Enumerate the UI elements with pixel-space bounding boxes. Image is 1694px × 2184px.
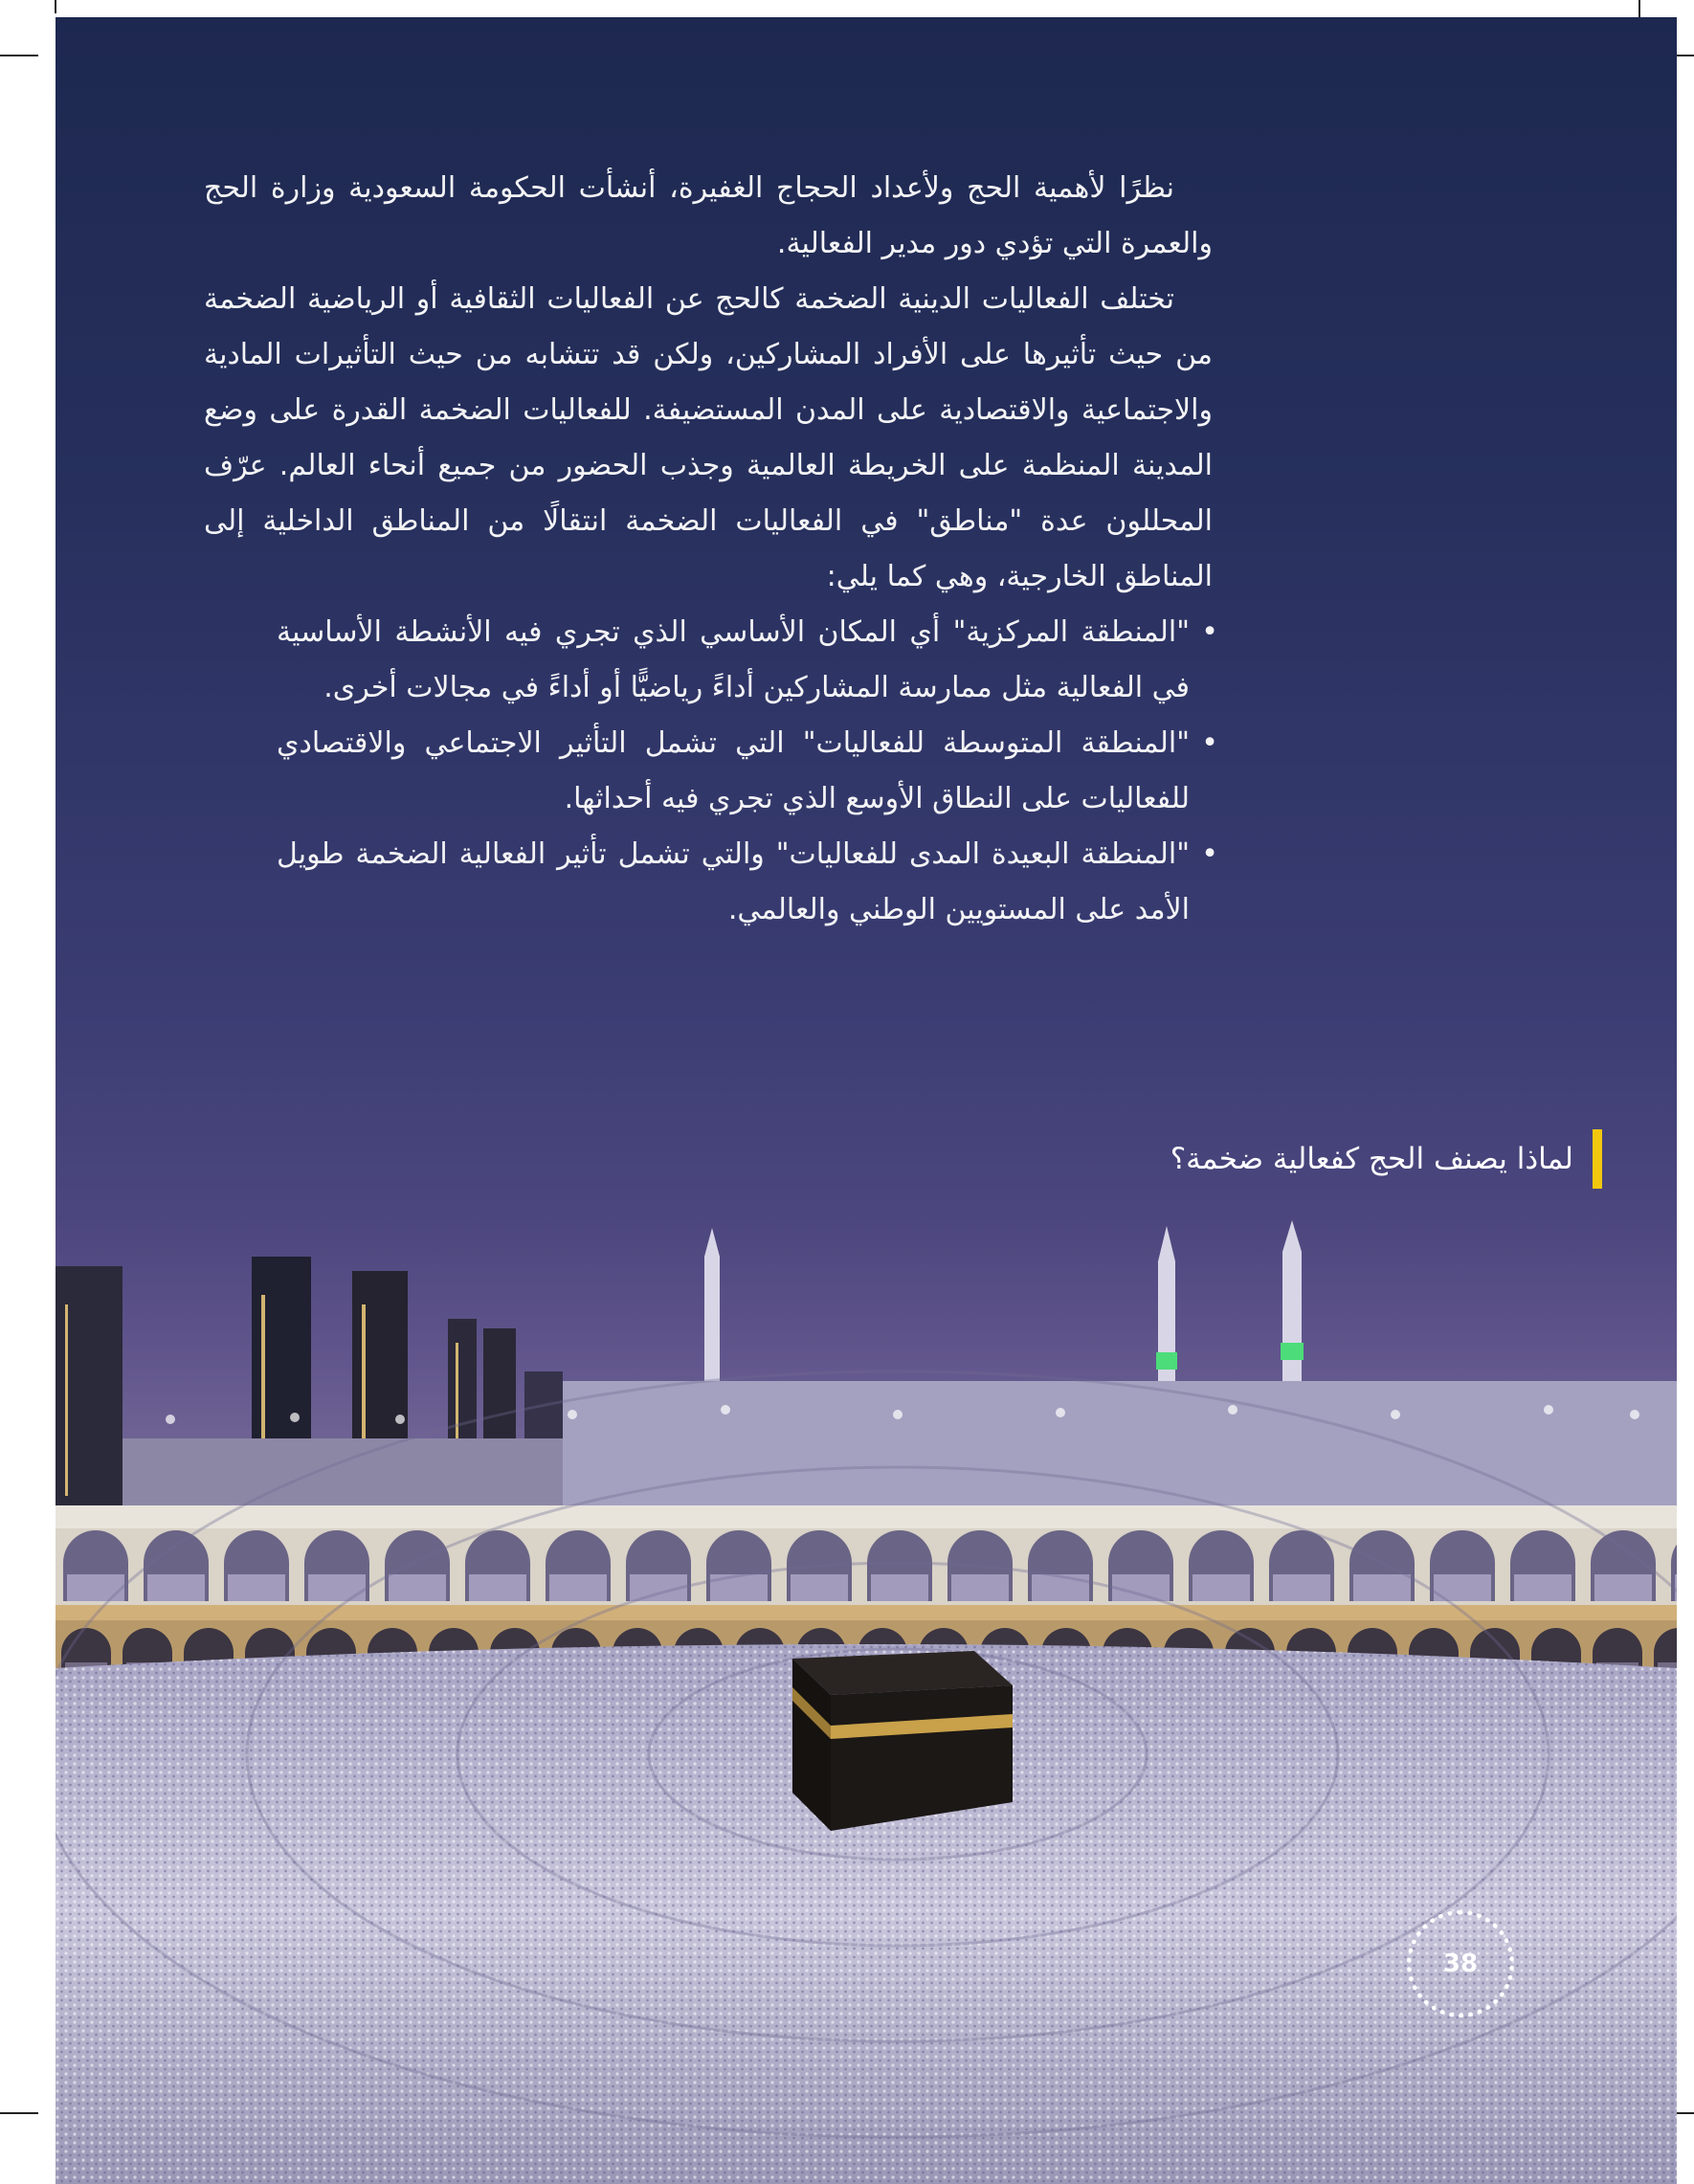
discussion-question: [1170, 1129, 1602, 1189]
crop-mark: [55, 0, 56, 13]
page-number-badge: [1407, 1910, 1514, 2017]
crop-mark: [0, 55, 38, 56]
question-text: لماذا يصنف الحج كفعالية ضخمة؟: [1170, 1142, 1573, 1176]
paragraph: تختلف الفعاليات الدينية الضخمة كالحج عن الفعاليات الثقافية أو الرياضية الضخمة من حيث تأثيرها على الأفراد المشاركين، ولكن قد تتشابه من حيث التأثيرات المادية والاجتماعية والاقتصادية على المدن المستضيفة. للفعاليات الضخمة القدرة على وضع المدينة المنظمة على الخريطة العالمية وجذب الحضور من جميع أنحاء العالم. عرّف المحللون عدة "مناطق" في الفعاليات الضخمة انتقالًا من المناطق الداخلية إلى المناطق الخارجية، وهي كما يلي:: [204, 282, 1213, 593]
book-page: [56, 17, 1677, 2184]
zones-list: [204, 605, 1213, 938]
question-accent-bar: [1593, 1129, 1602, 1189]
paragraph: نظرًا لأهمية الحج ولأعداد الحجاج الغفيرة، أنشأت الحكومة السعودية وزارة الحج والعمرة التي تؤدي دور مدير الفعالية.: [204, 171, 1213, 260]
crop-mark: [0, 2112, 38, 2114]
list-item: • "المنطقة المركزية" أي المكان الأساسي الذي تجري فيه الأنشطة الأساسية في الفعالية مثل ممارسة المشاركين أداءً رياضيًّا أو أداءً في مجالات أخرى.: [277, 605, 1213, 716]
kaaba-photo: [56, 1218, 1677, 2184]
list-item: • "المنطقة البعيدة المدى للفعاليات" والتي تشمل تأثير الفعالية الضخمة طويل الأمد على المستويين الوطني والعالمي.: [277, 827, 1213, 938]
body-text: [204, 161, 1213, 938]
page-number: 38: [1442, 1950, 1479, 1978]
list-item: • "المنطقة المتوسطة للفعاليات" التي تشمل التأثير الاجتماعي والاقتصادي للفعاليات على النطاق الأوسع الذي تجري فيه أحداثها.: [277, 716, 1213, 827]
